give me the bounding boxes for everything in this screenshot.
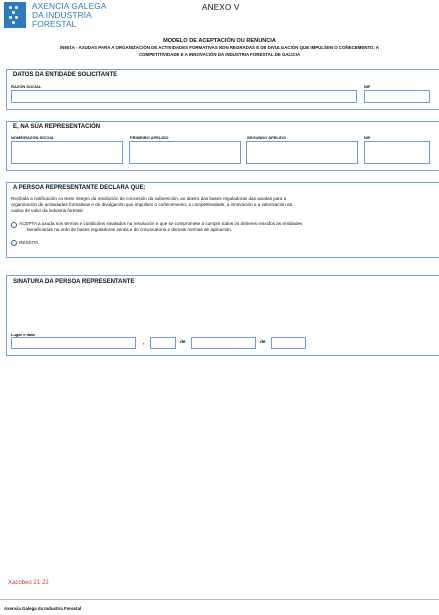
nif-field[interactable] xyxy=(364,90,430,103)
representative-section xyxy=(6,121,439,171)
form-title: MODELO DE ACEPTACIÓN OU RENUNCIA xyxy=(163,38,276,44)
signature-section xyxy=(6,275,439,356)
logo-dot xyxy=(12,21,15,24)
company-name-label: RAZÓN SOCIAL xyxy=(11,84,42,89)
nif-label: NIF xyxy=(364,84,371,89)
declaration-text-line: organización de actividades formativas e de divulgación que impulsen o coñecemento, a competitividade, a innovación e a valorización da xyxy=(11,202,293,207)
form-subtitle-line2: COMPETITIVIDADE E A INNOVACIÓN DA INDUSTRIA FORESTAL DE GALICIA xyxy=(138,52,301,57)
footer-agency-name: Axencia Galega da Industria Forestal xyxy=(4,606,82,611)
first-surname-label: PRIMEIRO APELIDO xyxy=(130,135,169,140)
place-field[interactable] xyxy=(11,337,136,349)
rep-nif-label: NIF xyxy=(364,135,371,140)
declaration-section-title: A PERSOA REPRESENTANTE DECLARA QUE: xyxy=(13,185,146,191)
reject-radio[interactable] xyxy=(11,240,17,246)
logo-dot xyxy=(15,6,18,9)
first-surname-field[interactable] xyxy=(129,141,241,164)
logo-dot xyxy=(9,16,12,19)
day-field[interactable] xyxy=(150,337,176,349)
accept-radio[interactable] xyxy=(11,222,17,228)
logo-text-line: AXENCIA GALEGA xyxy=(32,1,107,11)
month-field[interactable] xyxy=(191,337,256,349)
reject-option-label: REXEITA. xyxy=(19,240,40,245)
de-separator: de xyxy=(260,340,266,345)
logo-text-line: FORESTAL xyxy=(32,19,77,29)
place-date-label: Lugar e data xyxy=(11,332,35,337)
accept-option-label: ACEPTA a axuda nos termos e condicións sinalados na resolución e que se compromete a cumprir todos os deberes exixidos ás entidades xyxy=(19,221,303,226)
accept-option-label-cont: beneficiarias na orde de bases reguladoras xerais e de convocatoria e demais normas de aplicación. xyxy=(27,227,233,232)
logo-dot xyxy=(9,6,12,9)
declaration-text-line: cadea de valor da industria forestal. xyxy=(11,208,84,213)
entity-section-title: DATOS DA ENTIDADE SOLICITANTE xyxy=(13,72,118,78)
representative-section-title: E, NA SÚA REPRESENTACIÓN xyxy=(13,124,101,130)
company-name-field[interactable] xyxy=(11,90,357,103)
rep-name-field[interactable] xyxy=(11,141,123,164)
agency-logo xyxy=(4,2,26,28)
second-surname-label: SEGUNDO APELIDO xyxy=(247,135,286,140)
second-surname-field[interactable] xyxy=(246,141,358,164)
entity-section xyxy=(6,69,439,110)
xacobeo-logo: Xacobeo 21·22 xyxy=(8,580,49,586)
footer-divider xyxy=(0,599,439,600)
form-subtitle-line1: IN501A - AXUDAS PARA A ORGANIZACIÓN DE ACTIVIDADES FORMATIVAS NON REGRADAS E DE DIVULGACIÓN QUE IMPULSEN O COÑECEMENTO, A xyxy=(60,45,379,50)
signature-section-title: SINATURA DA PERSOA REPRESENTANTE xyxy=(13,279,135,285)
de-separator: de xyxy=(180,340,186,345)
comma-separator: , xyxy=(143,341,145,346)
logo-text-line: DA INDUSTRIA xyxy=(32,10,92,20)
logo-dot xyxy=(12,11,15,14)
declaration-text-line: Recibida a notificación co texto íntegro da resolución de concesión da subvención, ao abeiro das bases reguladoras das axudas para a xyxy=(11,196,287,201)
declaration-section xyxy=(6,182,439,258)
rep-nif-field[interactable] xyxy=(364,141,430,164)
annex-label: ANEXO V xyxy=(202,3,240,12)
year-field[interactable] xyxy=(271,337,306,349)
rep-name-label: NOME/RAZÓN SOCIAL xyxy=(11,135,55,140)
logo-dot xyxy=(15,16,18,19)
